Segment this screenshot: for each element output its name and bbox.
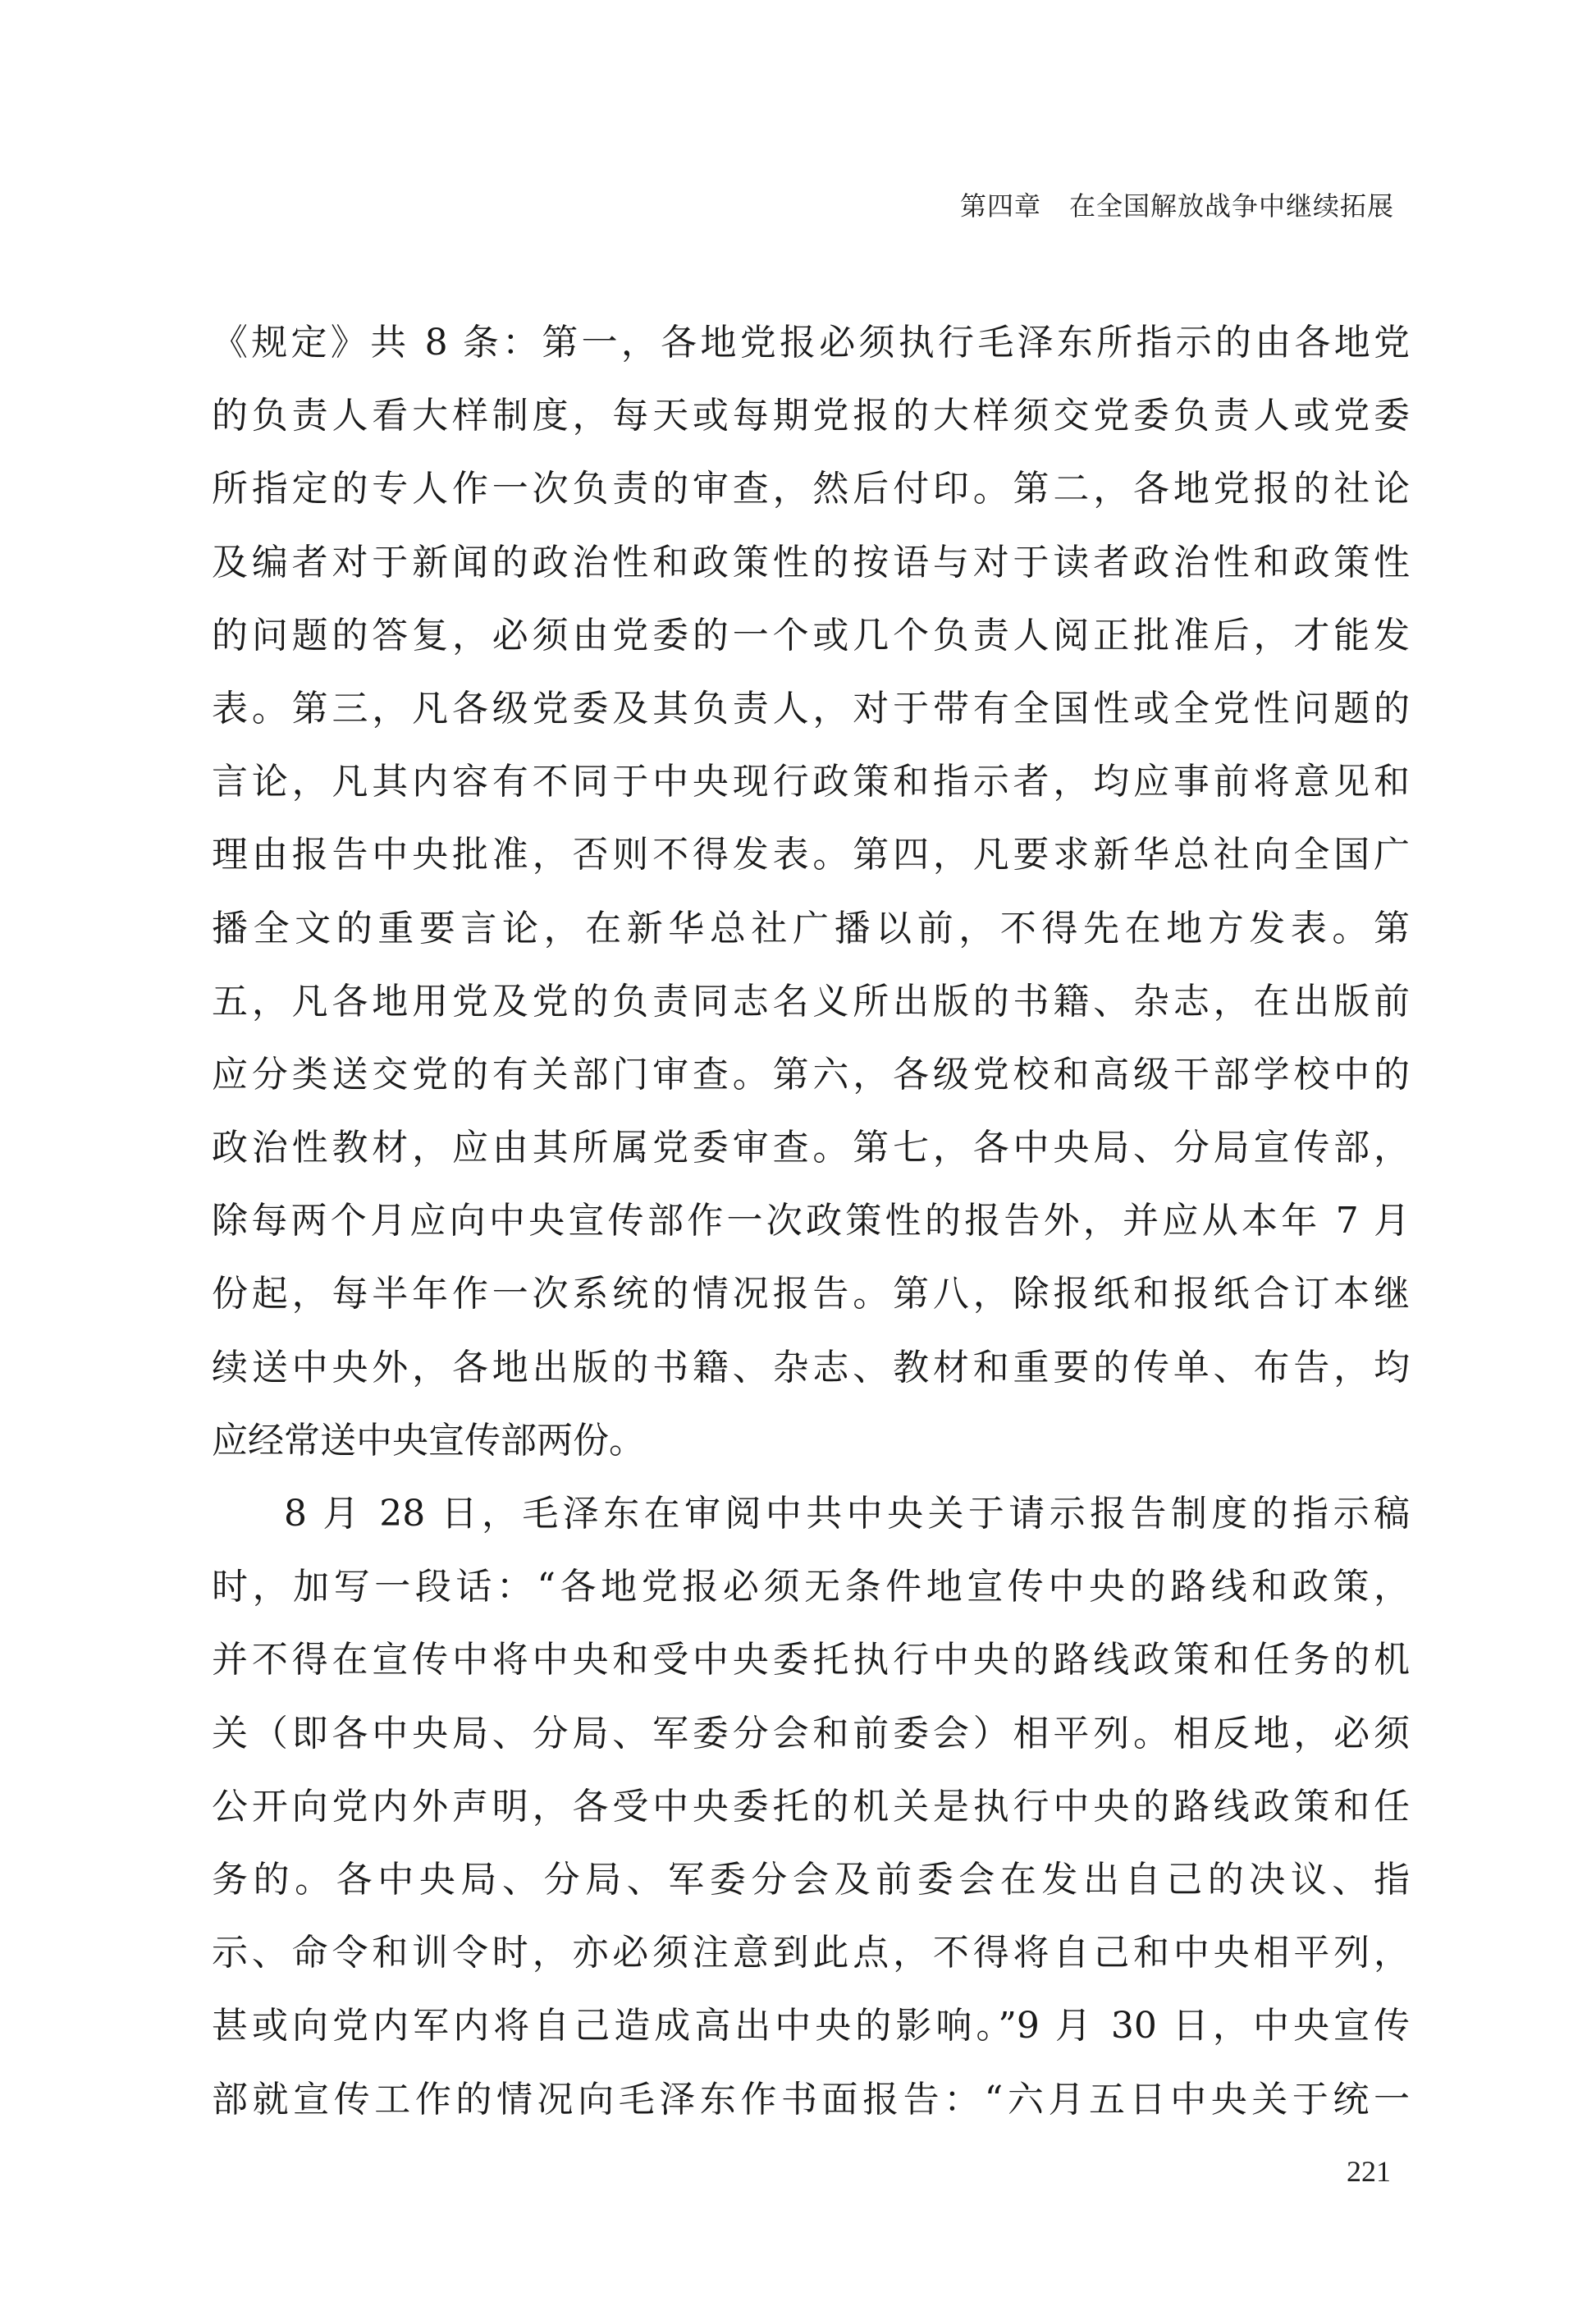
text-line: 及编者对于新闻的政治性和政策性的按语与对于读者政治性和政策性 [212, 541, 1410, 583]
text-line: 续送中央外，各地出版的书籍、杂志、教材和重要的传单、布告，均 [212, 1346, 1410, 1389]
text-line: 甚或向党内军内将自己造成高出中央的影响。”9 月 30 日，中央宣传 [212, 2005, 1410, 2047]
text-line: 公开向党内外声明，各受中央委托的机关是执行中央的路线政策和任 [212, 1785, 1410, 1828]
body-text [212, 306, 1410, 2136]
text-line: 《规定》共 8 条：第一，各地党报必须执行毛泽东所指示的由各地党 [212, 322, 1410, 364]
chapter-title: 在全国解放战争中继续拓展 [1068, 190, 1394, 222]
text-line: 份起，每半年作一次系统的情况报告。第八，除报纸和报纸合订本继 [212, 1273, 1410, 1315]
text-line: 政治性教材，应由其所属党委审查。第七，各中央局、分局宣传部， [212, 1127, 1410, 1169]
text-line: 所指定的专人作一次负责的审查，然后付印。第二，各地党报的社论 [212, 468, 1410, 510]
text-line: 示、命令和训令时，亦必须注意到此点，不得将自己和中央相平列， [212, 1932, 1410, 1974]
text-line: 部就宣传工作的情况向毛泽东作书面报告：“六月五日中央关于统一 [212, 2078, 1410, 2121]
text-line: 言论，凡其内容有不同于中央现行政策和指示者，均应事前将意见和 [212, 761, 1410, 803]
text-line: 务的。各中央局、分局、军委分会及前委会在发出自己的决议、指 [212, 1858, 1410, 1901]
text-line: 应分类送交党的有关部门审查。第六，各级党校和高级干部学校中的 [212, 1053, 1410, 1096]
paragraph-2 [212, 1477, 1410, 2136]
chapter-number: 第四章 [959, 190, 1041, 222]
text-line: 播全文的重要言论，在新华总社广播以前，不得先在地方发表。第 [212, 907, 1410, 949]
running-header [960, 185, 1394, 223]
text-line: 的问题的答复，必须由党委的一个或几个负责人阅正批准后，才能发 [212, 614, 1410, 657]
paragraph-1 [212, 306, 1410, 1477]
text-line: 的负责人看大样制度，每天或每期党报的大样须交党委负责人或党委 [212, 395, 1410, 437]
text-line: 除每两个月应向中央宣传部作一次政策性的报告外，并应从本年 7 月 [212, 1200, 1410, 1242]
text-line: 时，加写一段话：“各地党报必须无条件地宣传中央的路线和政策， [212, 1566, 1410, 1608]
text-line: 并不得在宣传中将中央和受中央委托执行中央的路线政策和任务的机 [212, 1639, 1410, 1681]
text-line: 关（即各中央局、分局、军委分会和前委会）相平列。相反地，必须 [212, 1712, 1410, 1755]
text-line: 五，凡各地用党及党的负责同志名义所出版的书籍、杂志，在出版前 [212, 980, 1410, 1023]
text-line: 应经常送中央宣传部两份。 [212, 1419, 645, 1462]
text-line: 表。第三，凡各级党委及其负责人，对于带有全国性或全党性问题的 [212, 687, 1410, 730]
text-line: 8 月 28 日，毛泽东在审阅中共中央关于请示报告制度的指示稿 [284, 1493, 1410, 1535]
page-number: 221 [1347, 2155, 1391, 2188]
text-line: 理由报告中央批准，否则不得发表。第四，凡要求新华总社向全国广 [212, 834, 1410, 876]
